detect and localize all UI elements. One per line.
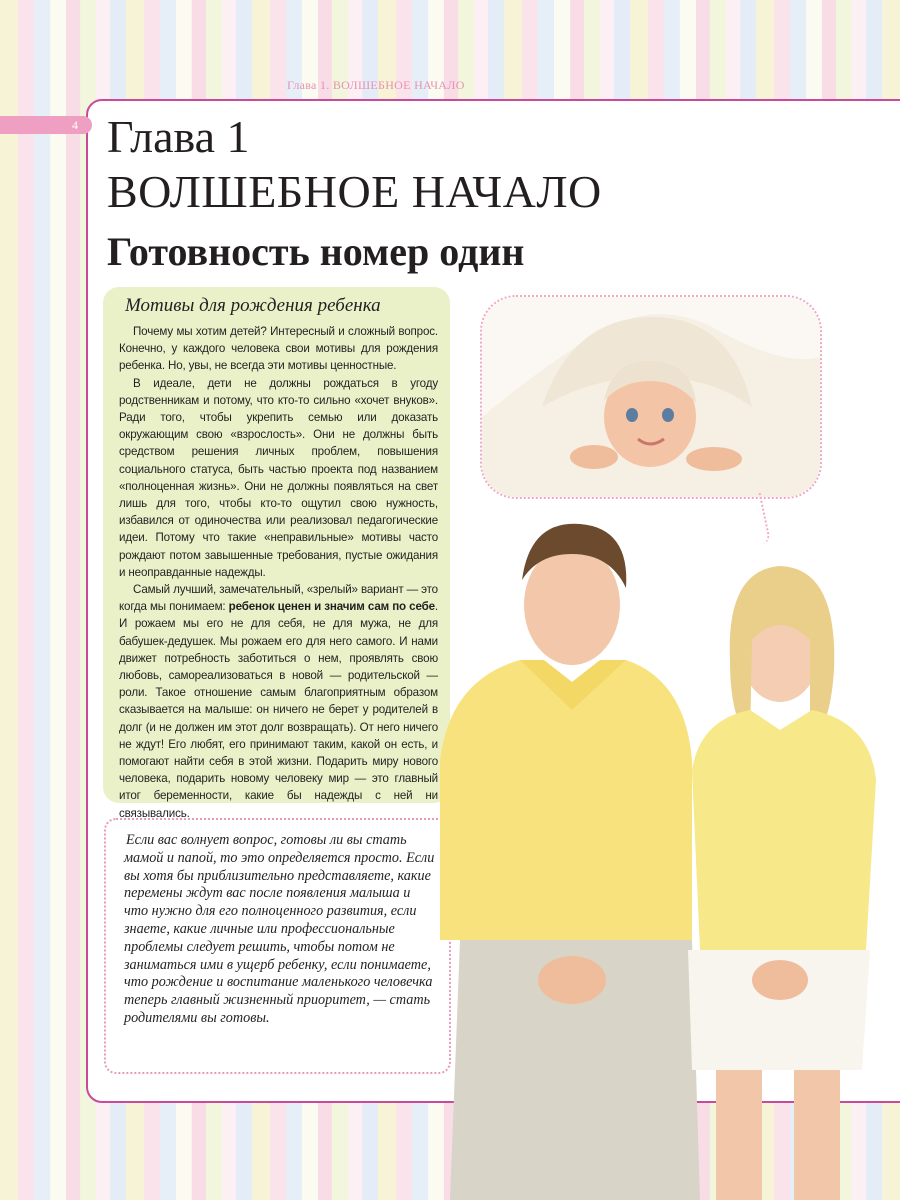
baby-photo-bubble (480, 295, 822, 499)
couple-photo (430, 510, 900, 1200)
chapter-number: Глава 1 (107, 111, 250, 162)
section-title: Готовность номер один (107, 229, 525, 274)
sidebar-paragraph: В идеале, дети не должны рождаться в угоду родственникам и потому, что кто-то сильно «хочет внуков». Ради того, чтобы укрепить семью или доказать окружающим свою «взрослость». Они не должны быть средством решения личных проблем, повышения социального статуса, быть частью проекта под названием «полноценная жизнь». Они не должны появляться на свет лишь для того, чтобы кто-то ощутил свою нужность, избавился от одиночества или реализовал педагогические идеи. Потому что такие «неправильные» мотивы часто рождают потом завышенные требования, пустые ожидания и неоправданные надежды. (119, 376, 438, 579)
sidebar-paragraph: Почему мы хотим детей? Интересный и сложный вопрос. Конечно, у каждого человека свои мотивы для рождения ребенка. Но, увы, не всегда эти мотивы ценностные. (119, 325, 438, 373)
emphasis-text: ребенок ценен и значим сам по себе (228, 600, 435, 614)
paragraph-text: Самый лучший, замечательный, «зрелый» вариант — это когда мы понимаем: (119, 583, 438, 614)
page-number-tab (0, 116, 92, 134)
running-head: Глава 1. ВОЛШЕБНОЕ НАЧАЛО (287, 78, 465, 92)
sidebar-heading: Мотивы для рождения ребенка (125, 295, 381, 316)
chapter-title: ВОЛШЕБНОЕ НАЧАЛО (107, 166, 602, 217)
page-number: 4 (72, 118, 78, 132)
quote-text: Если вас волнует вопрос, готовы ли вы стать мамой и папой, то это определяется просто. Если вы хотя бы приблизительно представляете, какие перемены ждут вас после появления малыша и что нужно для его полноценного развития, если знаете, какие личные или профессиональные проблемы следует решить, чтобы потом не заниматься ими в ущерб ребенку, если понимаете, что рождение и воспитание маленького человечка теперь главный жизненный приоритет, — стать родителями вы готовы. (124, 832, 435, 1026)
woman-shirt (692, 710, 876, 950)
baby-illustration (482, 297, 820, 497)
sidebar-paragraph (119, 581, 438, 822)
motives-sidebar (103, 287, 450, 820)
paragraph-text: . И рожаем мы его не для себя, не для мужа, не для бабушек-дедушек. Мы рожаем его для него самого. И нами движет потребность заботиться о нем, проявлять свою любовь, самореализоваться в новой — родительской — роли. Такое отношение самым благоприятным образом сказывается на малыше: он ничего не берет у родителей в долг (и не должен им этот долг возвращать). От него ничего не ждут! Его любят, его принимают таким, какой он есть, и помогают найти себя в этой жизни. Подарить миру нового человека, подарить новому человеку мир — это главный итог беременности, какие бы надежды с ней ни связывались. (119, 600, 438, 820)
quote-box (104, 818, 451, 1074)
